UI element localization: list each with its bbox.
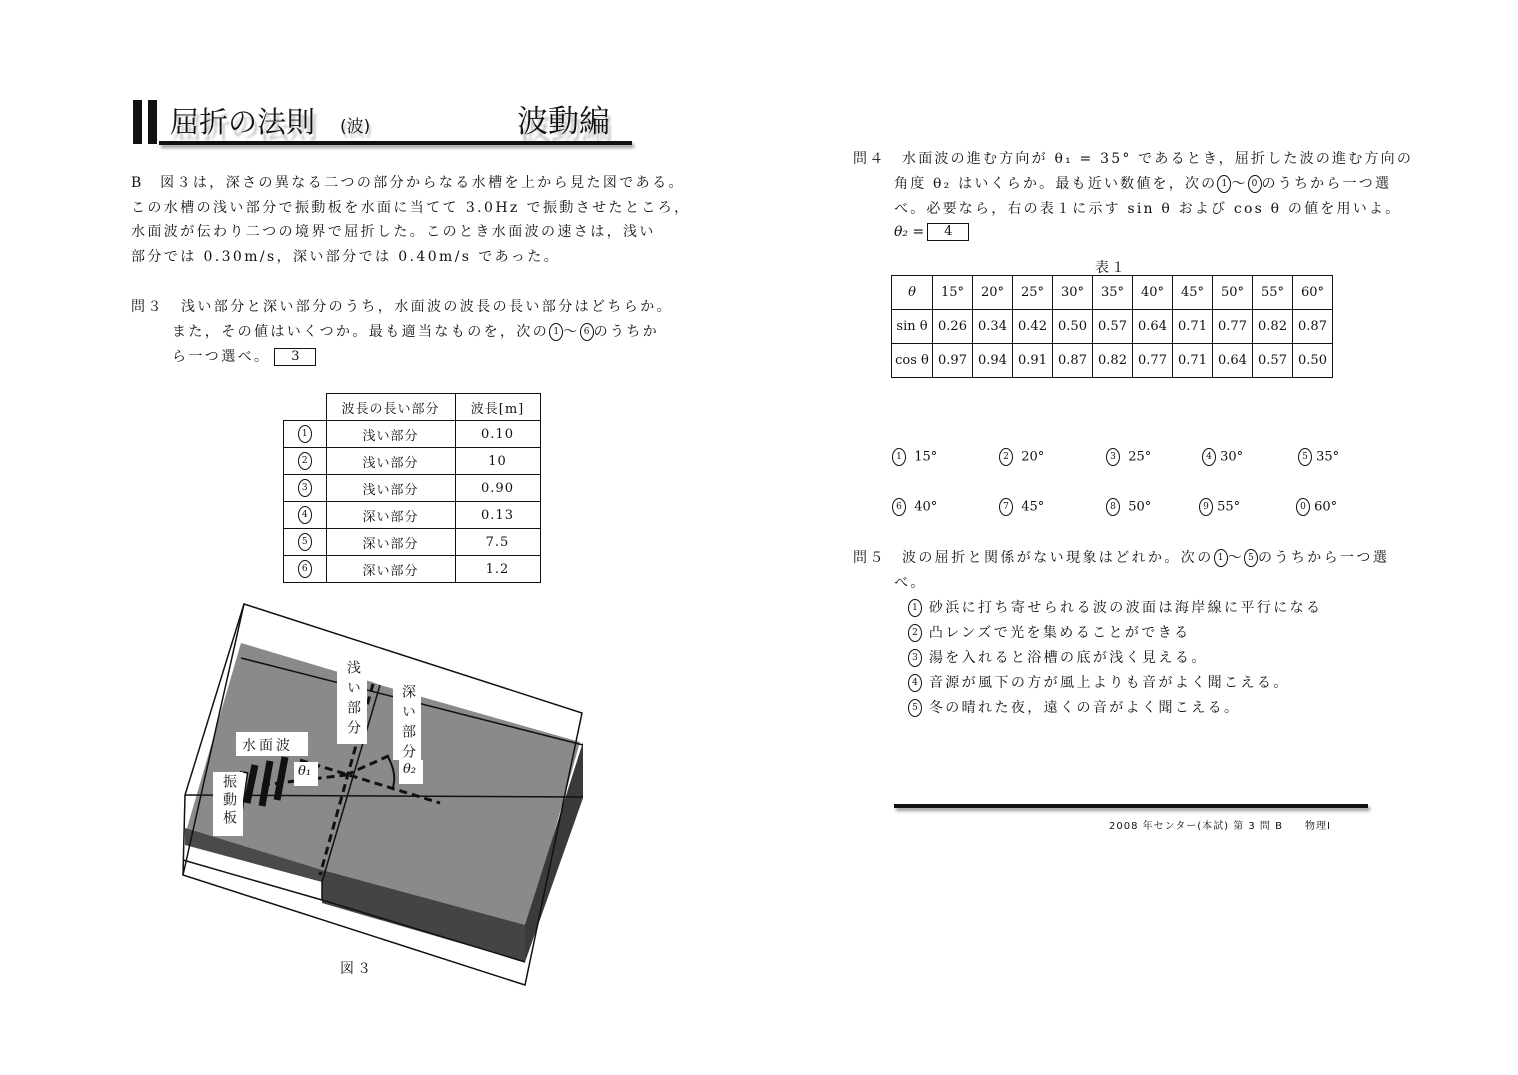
- label-theta2: θ₂: [403, 762, 417, 777]
- table-header: 波長[m]: [455, 394, 540, 421]
- option-number: 5: [908, 699, 922, 717]
- table-cell: 10: [455, 448, 540, 475]
- q4-choice: [1296, 498, 1337, 516]
- option-text: 砂浜に打ち寄せられる波の波面は海岸線に平行になる: [928, 600, 1323, 616]
- choice-number: 3: [298, 479, 312, 497]
- table-cell: 0.77: [1133, 344, 1173, 378]
- table-header-row: [284, 394, 541, 421]
- option-text: 湯を入れると浴槽の底が浅く見える。: [928, 650, 1208, 666]
- q4-choice: [1106, 498, 1151, 516]
- table-header: 20°: [973, 276, 1013, 310]
- q5-line-1-text: 波の屈折と関係がない現象はどれか。次の: [902, 550, 1214, 566]
- q3-line-3-text: ら一つ選べ。: [172, 349, 271, 365]
- table-header: θ: [892, 276, 933, 310]
- label-vibrating-plate: 振動板: [221, 774, 237, 828]
- table-cell: 0.87: [1293, 310, 1333, 344]
- option-number: 4: [908, 674, 922, 692]
- q4-choice: [999, 448, 1044, 466]
- table-header: 55°: [1253, 276, 1293, 310]
- table-cell: 0.50: [1293, 344, 1333, 378]
- option-text: 冬の晴れた夜，遠くの音がよく聞こえる。: [928, 700, 1241, 716]
- label-deep-part: 深い部分: [400, 684, 416, 764]
- choice-number: 5: [298, 533, 312, 551]
- table-cell: 1.2: [455, 556, 540, 583]
- choice-value: 15°: [914, 449, 938, 465]
- choice-number: 6: [892, 498, 906, 516]
- choice-number: 4: [1202, 448, 1216, 466]
- q5-option: [908, 647, 1208, 667]
- intro-line-3: 水面波が伝わり二つの境界で屈折した。このとき水面波の速さは，浅い: [131, 224, 656, 240]
- q5-line-1: [902, 547, 1389, 567]
- q5-option: [908, 697, 1240, 717]
- table-header: 60°: [1293, 276, 1333, 310]
- table-header: 30°: [1053, 276, 1093, 310]
- table-1-title: 表１: [1095, 260, 1127, 276]
- table-cell: 深い部分: [326, 502, 455, 529]
- choice-number: 7: [999, 498, 1013, 516]
- footer-rule: [894, 804, 1368, 808]
- table-cell: 0.77: [1213, 310, 1253, 344]
- q3-line-2-text: また，その値はいくつか。最も適当なものを，次の: [172, 324, 550, 340]
- q4-choice: [999, 498, 1044, 516]
- table-row-label: sin θ: [892, 310, 933, 344]
- table-cell: 浅い部分: [326, 421, 455, 448]
- q4-choice: [1202, 448, 1243, 466]
- q4-line-2-tail: のうちから一つ選: [1261, 176, 1392, 192]
- page-subtitle: (波): [340, 117, 371, 137]
- option-text: 凸レンズで光を集めることができる: [928, 625, 1191, 641]
- table-row: [284, 556, 541, 583]
- q4-choice: [892, 498, 937, 516]
- q5-line-2: べ。: [894, 575, 927, 591]
- sin-cos-table: [891, 275, 1333, 378]
- choice-number: 2: [999, 448, 1013, 466]
- option-number: 1: [908, 599, 922, 617]
- table-header: 15°: [933, 276, 973, 310]
- table-cell: 0.82: [1093, 344, 1133, 378]
- table-header: 50°: [1213, 276, 1253, 310]
- choice-value: 40°: [914, 499, 938, 515]
- title-bar-left: [133, 100, 142, 144]
- q4-label: 問４: [853, 151, 886, 167]
- q4-choice: [1298, 448, 1339, 466]
- q4-answer-line: [894, 223, 969, 241]
- choice-value: 35°: [1316, 449, 1340, 465]
- table-cell: 0.82: [1253, 310, 1293, 344]
- choice-number: 6: [298, 560, 312, 578]
- section-title: 波動編: [517, 104, 610, 140]
- table-row-label: cos θ: [892, 344, 933, 378]
- footer-source: 2008 年センター(本試) 第 3 問 B 物理Ⅰ: [1109, 821, 1331, 832]
- q3-line-1: 浅い部分と深い部分のうち，水面波の波長の長い部分はどちらか。: [181, 299, 673, 315]
- table-cell: 0.87: [1053, 344, 1093, 378]
- table-cell: 浅い部分: [326, 448, 455, 475]
- figure-caption: 図３: [340, 961, 374, 977]
- table-cell: 深い部分: [326, 529, 455, 556]
- choice-value: 60°: [1314, 499, 1338, 515]
- table-row: [284, 502, 541, 529]
- table-cell: 0.34: [973, 310, 1013, 344]
- table-header: 35°: [1093, 276, 1133, 310]
- q3-line-2: [172, 321, 659, 341]
- table-cell: 0.50: [1053, 310, 1093, 344]
- table-row: [892, 310, 1333, 344]
- choice-number: 4: [298, 506, 312, 524]
- table-cell-num: [284, 556, 327, 583]
- table-cell-num: [284, 529, 327, 556]
- table-header: 波長の長い部分: [326, 394, 455, 421]
- table-row: [892, 344, 1333, 378]
- intro-line-1: B 図３は，深さの異なる二つの部分からなる水槽を上から見た図である。: [131, 175, 685, 191]
- q4-line-2: [894, 173, 1391, 193]
- table-cell: 0.26: [933, 310, 973, 344]
- choice-number: 0: [1296, 498, 1310, 516]
- q3-label: 問３: [131, 299, 164, 315]
- choice-value: 30°: [1220, 449, 1244, 465]
- q3-table: [283, 393, 541, 583]
- label-shallow-part: 浅い部分: [345, 660, 361, 740]
- q5-option: [908, 597, 1322, 617]
- page-title: 屈折の法則: [170, 105, 316, 139]
- choice-number: 8: [1106, 498, 1120, 516]
- q4-line-1: 水面波の進む方向が θ₁ = 35° であるとき，屈折した波の進む方向の: [902, 151, 1414, 167]
- table-cell: 0.13: [455, 502, 540, 529]
- choice-value: 45°: [1021, 499, 1045, 515]
- choice-value: 25°: [1128, 449, 1152, 465]
- table-cell: 浅い部分: [326, 475, 455, 502]
- choice-value: 50°: [1128, 499, 1152, 515]
- q5-range-from: 1: [1214, 549, 1228, 567]
- choice-number: 9: [1199, 498, 1213, 516]
- q4-line-2-text: 角度 θ₂ はいくらか。最も近い数値を，次の: [894, 176, 1218, 192]
- option-number: 2: [908, 624, 922, 642]
- title-bar-right: [148, 100, 157, 144]
- table-cell-num: [284, 421, 327, 448]
- choice-number: 2: [298, 452, 312, 470]
- table-corner: [284, 394, 327, 421]
- choice-value: 20°: [1021, 449, 1045, 465]
- table-cell: 深い部分: [326, 556, 455, 583]
- choice-value: 55°: [1217, 499, 1241, 515]
- q3-line-3: [172, 346, 316, 366]
- table-cell: 0.57: [1253, 344, 1293, 378]
- q4-line-3: べ。必要なら，右の表１に示す sin θ および cos θ の値を用いよ。: [894, 201, 1402, 217]
- q5-range-sep: 〜: [1227, 550, 1245, 566]
- table-cell-num: [284, 502, 327, 529]
- table-cell: 7.5: [455, 529, 540, 556]
- q4-answer-prefix: θ₂ =: [894, 224, 925, 240]
- q3-range-from: 1: [549, 323, 563, 341]
- q5-label: 問５: [853, 550, 886, 566]
- choice-number: 5: [1298, 448, 1312, 466]
- table-cell: 0.90: [455, 475, 540, 502]
- table-cell: 0.94: [973, 344, 1013, 378]
- q4-range-from: 1: [1217, 175, 1231, 193]
- q5-line-1-tail: のうちから一つ選: [1258, 550, 1390, 566]
- table-cell: 0.71: [1173, 344, 1213, 378]
- choice-number: 3: [1106, 448, 1120, 466]
- q3-answer-box: 3: [274, 348, 316, 366]
- q4-choice: [892, 448, 937, 466]
- option-number: 3: [908, 649, 922, 667]
- table-cell: 0.42: [1013, 310, 1053, 344]
- option-text: 音源が風下の方が風上よりも音がよく聞こえる。: [928, 675, 1290, 691]
- table-cell: 0.71: [1173, 310, 1213, 344]
- table-cell-num: [284, 448, 327, 475]
- table-cell: 0.64: [1133, 310, 1173, 344]
- q4-choice: [1199, 498, 1240, 516]
- table-row: [284, 421, 541, 448]
- table-row: [284, 475, 541, 502]
- table-header: 45°: [1173, 276, 1213, 310]
- q4-choice: [1106, 448, 1151, 466]
- table-cell: 0.91: [1013, 344, 1053, 378]
- table-cell-num: [284, 475, 327, 502]
- q4-answer-box: 4: [927, 223, 969, 241]
- q3-line-2-tail: のうちか: [593, 324, 660, 340]
- table-header: 25°: [1013, 276, 1053, 310]
- choice-number: 1: [298, 425, 312, 443]
- q3-range-sep: 〜: [563, 324, 580, 340]
- intro-line-2: この水槽の浅い部分で振動板を水面に当てて 3.0Hz で振動させたところ，: [131, 200, 691, 216]
- label-theta1: θ₁: [298, 764, 312, 779]
- q4-range-sep: 〜: [1231, 176, 1248, 192]
- label-water-wave: 水面波: [242, 738, 293, 754]
- table-header-row: [892, 276, 1333, 310]
- choice-number: 1: [892, 448, 906, 466]
- table-header: 40°: [1133, 276, 1173, 310]
- q4-range-to: 0: [1248, 175, 1262, 193]
- q5-option: [908, 622, 1191, 642]
- q3-range-to: 6: [580, 323, 594, 341]
- q5-option: [908, 672, 1290, 692]
- table-cell: 0.97: [933, 344, 973, 378]
- title-underline: [159, 141, 632, 145]
- table-row: [284, 529, 541, 556]
- intro-line-4: 部分では 0.30m/s，深い部分では 0.40m/s であった。: [131, 249, 561, 265]
- table-row: [284, 448, 541, 475]
- table-cell: 0.10: [455, 421, 540, 448]
- table-cell: 0.57: [1093, 310, 1133, 344]
- table-cell: 0.64: [1213, 344, 1253, 378]
- q5-range-to: 5: [1244, 549, 1258, 567]
